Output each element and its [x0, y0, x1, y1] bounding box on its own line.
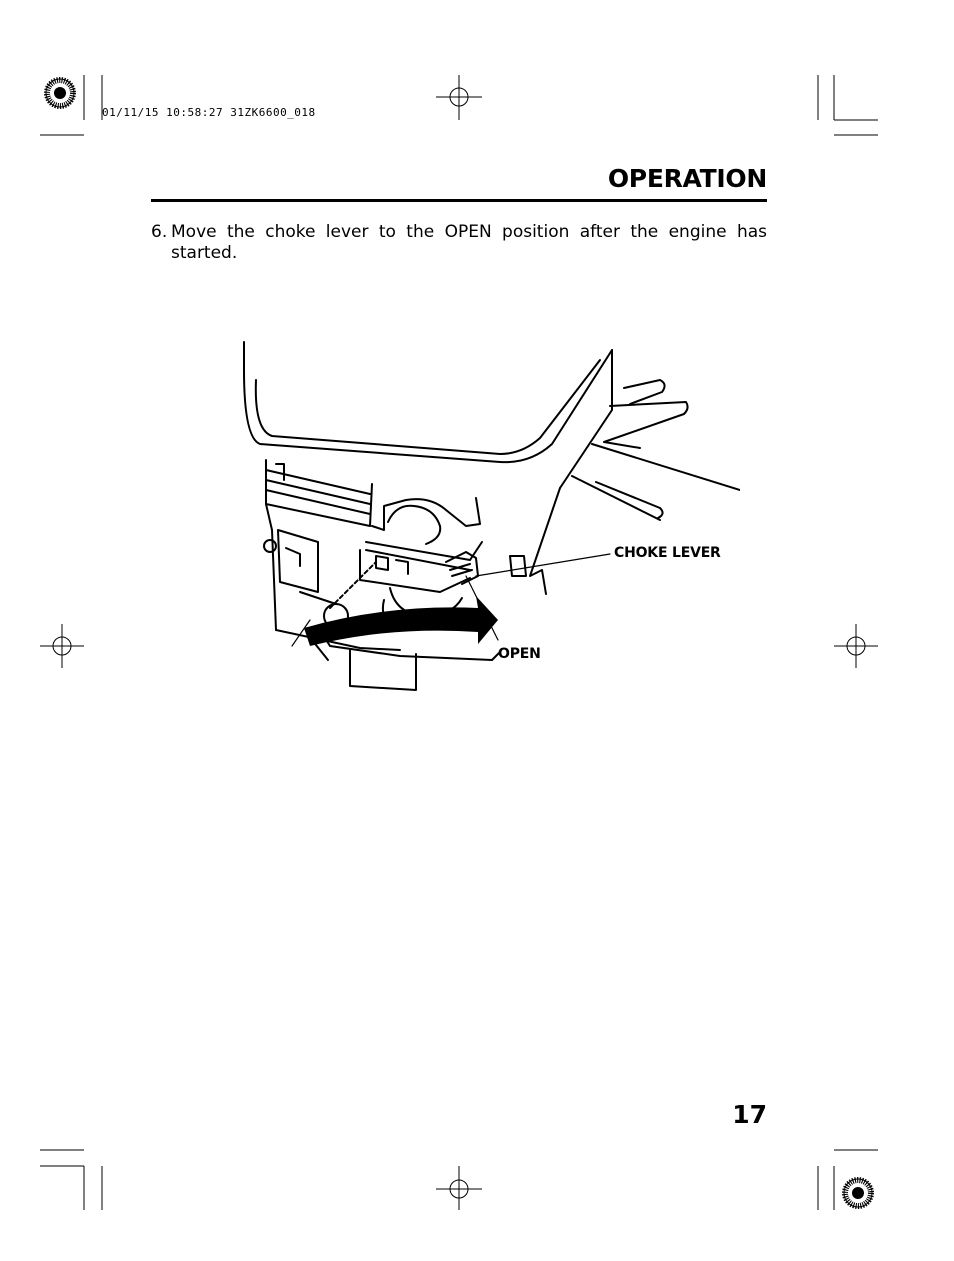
- print-stamp: 01/11/15 10:58:27 31ZK6600_018: [102, 106, 316, 119]
- page-number: 17: [732, 1100, 767, 1129]
- step-text: Move the choke lever to the OPEN position after the engine has started.: [171, 222, 767, 263]
- open-callout: OPEN: [498, 646, 541, 662]
- choke-lever-illustration: [200, 330, 740, 700]
- title-rule: [151, 199, 767, 202]
- step-number: 6.: [151, 222, 168, 242]
- instruction-step: [151, 222, 767, 264]
- registration-target-top: [46, 79, 74, 107]
- registration-target-bottom: [844, 1179, 872, 1207]
- choke-lever-callout: CHOKE LEVER: [614, 545, 721, 561]
- section-title: OPERATION: [607, 164, 767, 193]
